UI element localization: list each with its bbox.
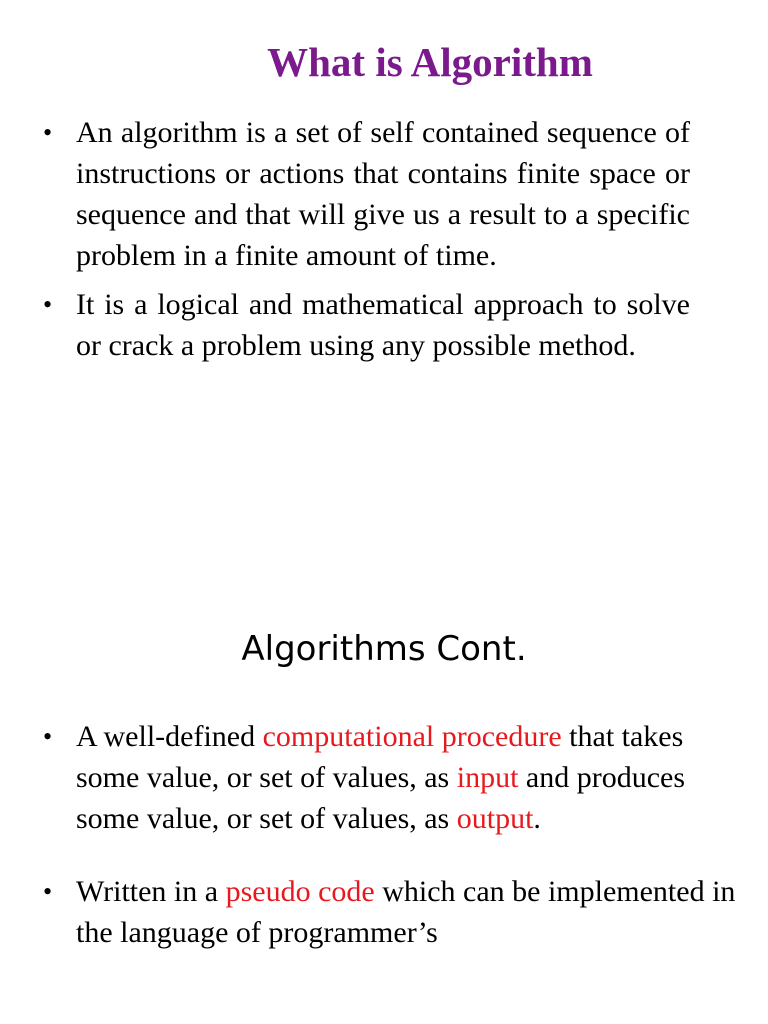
bullet-icon: • xyxy=(43,118,53,147)
bullet-list-procedure xyxy=(0,716,768,953)
bullet-list-definition xyxy=(0,112,768,366)
bullet-icon: • xyxy=(43,877,53,906)
highlight-input: input xyxy=(456,761,519,794)
bullet-text: and produces some value, or set of values, as xyxy=(76,761,686,835)
bullet-icon: • xyxy=(43,290,53,319)
bullet-text: An algorithm is a set of self contained sequence of instructions or actions that contains finite space or sequence and that will give us a result to a specific problem in a finite amount of time. xyxy=(76,116,690,272)
slide-title-algorithms-cont: Algorithms Cont. xyxy=(241,629,527,669)
highlight-pseudo-code: pseudo code xyxy=(225,875,375,908)
highlight-output: output xyxy=(456,802,534,835)
bullet-item xyxy=(0,871,736,953)
bullet-text: that takes some value, or set of values, as xyxy=(76,720,684,794)
bullet-item xyxy=(0,284,690,366)
bullet-icon: • xyxy=(43,722,53,751)
bullet-text: A well-defined xyxy=(76,720,263,753)
highlight-computational-procedure: computational procedure xyxy=(262,720,562,753)
slide-title-what-is-algorithm: What is Algorithm xyxy=(267,39,593,85)
bullet-item xyxy=(0,112,690,276)
bullet-text: . xyxy=(533,802,541,835)
bullet-item xyxy=(0,716,736,839)
bullet-text: which can be implemented in the language of programmer’s xyxy=(76,875,736,949)
bullet-text: Written in a xyxy=(76,875,226,908)
bullet-text: It is a logical and mathematical approach to solve or crack a problem using any possible method. xyxy=(76,288,690,362)
